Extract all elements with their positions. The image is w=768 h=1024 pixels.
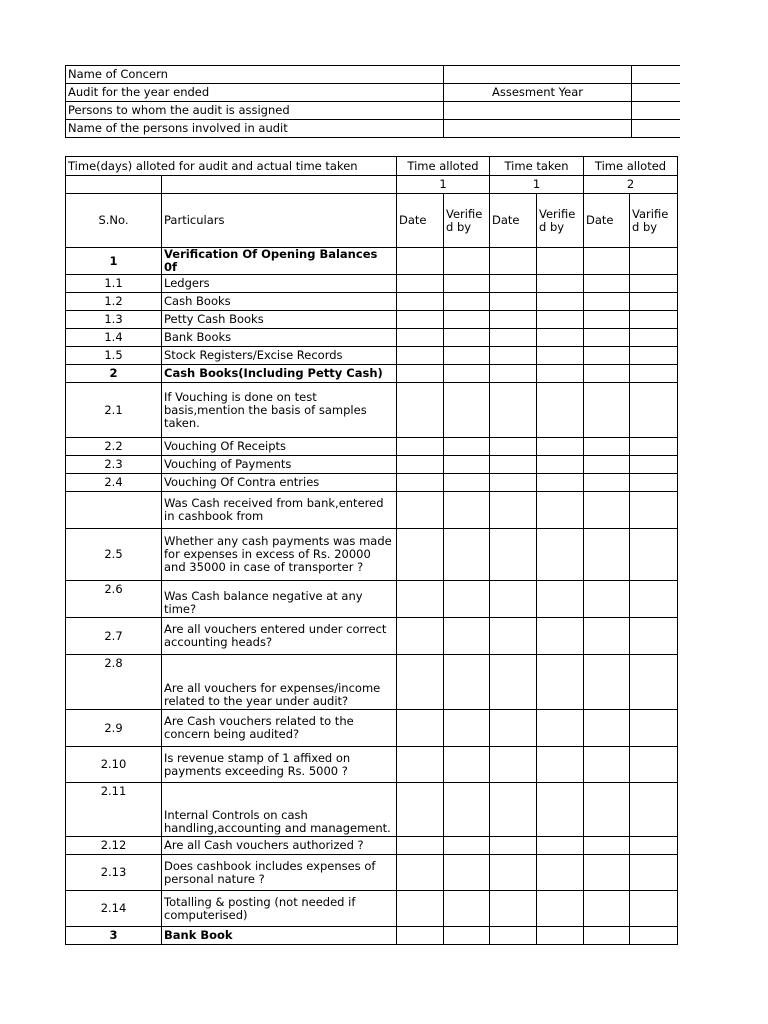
date-cell[interactable] bbox=[397, 474, 444, 492]
verified-by-cell[interactable] bbox=[537, 529, 584, 581]
row-sno: 1.4 bbox=[66, 329, 162, 347]
date-cell[interactable] bbox=[397, 347, 444, 365]
row-sno: 1.1 bbox=[66, 275, 162, 293]
date-cell[interactable] bbox=[584, 293, 630, 311]
row-sno: 2.11 bbox=[66, 783, 162, 837]
verified-by-cell[interactable] bbox=[630, 618, 678, 655]
verified-by-cell[interactable] bbox=[630, 293, 678, 311]
verified-by-cell[interactable] bbox=[630, 655, 678, 710]
date-cell[interactable] bbox=[584, 248, 630, 275]
verified-by-cell[interactable] bbox=[630, 837, 678, 855]
group-number: 1 bbox=[397, 176, 490, 194]
verified-by-cell[interactable] bbox=[630, 783, 678, 837]
row-particulars: Are all Cash vouchers authorized ? bbox=[162, 837, 397, 855]
row-particulars: Whether any cash payments was made for expenses in excess of Rs. 20000 and 35000 in case of transporter ? bbox=[162, 529, 397, 581]
date-cell[interactable] bbox=[490, 529, 537, 581]
date-cell[interactable] bbox=[397, 293, 444, 311]
group-header: Time taken bbox=[490, 157, 584, 176]
date-cell[interactable] bbox=[397, 891, 444, 927]
row-particulars: Vouching Of Contra entries bbox=[162, 474, 397, 492]
table-row bbox=[66, 248, 678, 275]
date-cell[interactable] bbox=[490, 248, 537, 275]
date-cell[interactable] bbox=[584, 655, 630, 710]
row-particulars: Petty Cash Books bbox=[162, 311, 397, 329]
date-cell[interactable] bbox=[584, 383, 630, 438]
date-cell[interactable] bbox=[397, 581, 444, 618]
date-cell[interactable] bbox=[584, 891, 630, 927]
verified-by-cell[interactable] bbox=[630, 275, 678, 293]
column-header-row bbox=[66, 194, 678, 248]
verified-by-cell[interactable] bbox=[630, 747, 678, 783]
verified-by-cell[interactable] bbox=[630, 581, 678, 618]
row-particulars: Bank Books bbox=[162, 329, 397, 347]
date-cell[interactable] bbox=[397, 529, 444, 581]
row-particulars: Are Cash vouchers related to the concern being audited? bbox=[162, 710, 397, 747]
row-particulars: Verification Of Opening Balances 0f bbox=[162, 248, 397, 275]
verified-by-cell[interactable] bbox=[537, 438, 584, 456]
date-cell[interactable] bbox=[490, 275, 537, 293]
verified-by-cell[interactable] bbox=[630, 383, 678, 438]
verified-by-cell[interactable] bbox=[537, 747, 584, 783]
verified-by-cell[interactable] bbox=[537, 275, 584, 293]
group-number-row bbox=[66, 176, 678, 194]
row-sno: 2.5 bbox=[66, 529, 162, 581]
header-value bbox=[444, 102, 632, 120]
date-cell[interactable] bbox=[490, 581, 537, 618]
row-sno: 2.13 bbox=[66, 855, 162, 891]
table-row bbox=[66, 783, 678, 837]
header-value bbox=[444, 66, 632, 84]
verified-by-cell[interactable] bbox=[444, 618, 490, 655]
assessment-year-label: Assesment Year bbox=[444, 84, 632, 102]
date-cell[interactable] bbox=[584, 329, 630, 347]
title-row bbox=[66, 157, 678, 176]
row-particulars: Vouching Of Receipts bbox=[162, 438, 397, 456]
sub-col-header: Date bbox=[397, 194, 444, 248]
date-cell[interactable] bbox=[584, 311, 630, 329]
row-particulars: Internal Controls on cash handling,accounting and management. bbox=[162, 783, 397, 837]
date-cell[interactable] bbox=[397, 365, 444, 383]
date-cell[interactable] bbox=[490, 618, 537, 655]
verified-by-cell[interactable] bbox=[537, 891, 584, 927]
row-sno: 2.12 bbox=[66, 837, 162, 855]
verified-by-cell[interactable] bbox=[444, 311, 490, 329]
verified-by-cell[interactable] bbox=[630, 855, 678, 891]
date-cell[interactable] bbox=[397, 837, 444, 855]
row-particulars: Cash Books bbox=[162, 293, 397, 311]
verified-by-cell[interactable] bbox=[444, 581, 490, 618]
date-cell[interactable] bbox=[397, 927, 444, 945]
sub-col-header: Verifie d by bbox=[444, 194, 490, 248]
table-row bbox=[66, 747, 678, 783]
date-cell[interactable] bbox=[490, 474, 537, 492]
row-sno: 2.2 bbox=[66, 438, 162, 456]
date-cell[interactable] bbox=[397, 311, 444, 329]
date-cell[interactable] bbox=[584, 492, 630, 529]
date-cell[interactable] bbox=[397, 275, 444, 293]
date-cell[interactable] bbox=[397, 329, 444, 347]
row-sno: 3 bbox=[66, 927, 162, 945]
row-particulars: Does cashbook includes expenses of personal nature ? bbox=[162, 855, 397, 891]
verified-by-cell[interactable] bbox=[444, 293, 490, 311]
verified-by-cell[interactable] bbox=[444, 248, 490, 275]
date-cell[interactable] bbox=[490, 927, 537, 945]
sub-col-header: Date bbox=[490, 194, 537, 248]
date-cell[interactable] bbox=[490, 438, 537, 456]
date-cell[interactable] bbox=[397, 783, 444, 837]
date-cell[interactable] bbox=[584, 365, 630, 383]
verified-by-cell[interactable] bbox=[630, 365, 678, 383]
row-sno: 1.3 bbox=[66, 311, 162, 329]
date-cell[interactable] bbox=[584, 747, 630, 783]
row-particulars: Are all vouchers for expenses/income related to the year under audit? bbox=[162, 655, 397, 710]
date-cell[interactable] bbox=[584, 581, 630, 618]
verified-by-cell[interactable] bbox=[444, 529, 490, 581]
verified-by-cell[interactable] bbox=[444, 927, 490, 945]
sub-col-header: Date bbox=[584, 194, 630, 248]
verified-by-cell[interactable] bbox=[537, 293, 584, 311]
date-cell[interactable] bbox=[490, 747, 537, 783]
verified-by-cell[interactable] bbox=[630, 492, 678, 529]
assessment-year-value bbox=[632, 84, 680, 102]
verified-by-cell[interactable] bbox=[537, 655, 584, 710]
date-cell[interactable] bbox=[490, 383, 537, 438]
verified-by-cell[interactable] bbox=[444, 655, 490, 710]
table-title: Time(days) alloted for audit and actual time taken bbox=[66, 157, 397, 176]
verified-by-cell[interactable] bbox=[444, 347, 490, 365]
verified-by-cell[interactable] bbox=[444, 747, 490, 783]
verified-by-cell[interactable] bbox=[537, 383, 584, 438]
header-label: Name of Concern bbox=[66, 66, 444, 84]
verified-by-cell[interactable] bbox=[537, 855, 584, 891]
table-row bbox=[66, 438, 678, 456]
verified-by-cell[interactable] bbox=[444, 275, 490, 293]
table-row bbox=[66, 529, 678, 581]
verified-by-cell[interactable] bbox=[537, 248, 584, 275]
row-particulars: Totalling & posting (not needed if computerised) bbox=[162, 891, 397, 927]
group-header: Time alloted bbox=[584, 157, 678, 176]
table-row bbox=[66, 275, 678, 293]
verified-by-cell[interactable] bbox=[537, 783, 584, 837]
verified-by-cell[interactable] bbox=[630, 311, 678, 329]
date-cell[interactable] bbox=[397, 248, 444, 275]
header-row bbox=[66, 120, 680, 138]
row-sno: 2.4 bbox=[66, 474, 162, 492]
date-cell[interactable] bbox=[397, 710, 444, 747]
date-cell[interactable] bbox=[584, 618, 630, 655]
row-particulars: Bank Book bbox=[162, 927, 397, 945]
verified-by-cell[interactable] bbox=[630, 456, 678, 474]
header-row bbox=[66, 66, 680, 84]
row-particulars: Ledgers bbox=[162, 275, 397, 293]
row-particulars: If Vouching is done on test basis,mention the basis of samples taken. bbox=[162, 383, 397, 438]
date-cell[interactable] bbox=[584, 347, 630, 365]
audit-checklist-table bbox=[65, 156, 678, 945]
row-sno bbox=[66, 492, 162, 529]
sub-col-header: Varifie d by bbox=[630, 194, 678, 248]
table-row bbox=[66, 618, 678, 655]
row-sno: 2.8 bbox=[66, 655, 162, 710]
table-row bbox=[66, 927, 678, 945]
date-cell[interactable] bbox=[490, 365, 537, 383]
date-cell[interactable] bbox=[397, 655, 444, 710]
row-sno: 2.9 bbox=[66, 710, 162, 747]
date-cell[interactable] bbox=[584, 275, 630, 293]
sno-header: S.No. bbox=[66, 194, 162, 248]
date-cell[interactable] bbox=[490, 311, 537, 329]
verified-by-cell[interactable] bbox=[630, 347, 678, 365]
date-cell[interactable] bbox=[584, 529, 630, 581]
header-extra bbox=[632, 102, 680, 120]
row-sno: 2.3 bbox=[66, 456, 162, 474]
row-sno: 2.10 bbox=[66, 747, 162, 783]
date-cell[interactable] bbox=[397, 383, 444, 438]
group-number: 2 bbox=[584, 176, 678, 194]
table-row bbox=[66, 383, 678, 438]
date-cell[interactable] bbox=[397, 855, 444, 891]
verified-by-cell[interactable] bbox=[444, 891, 490, 927]
table-row bbox=[66, 655, 678, 710]
date-cell[interactable] bbox=[490, 855, 537, 891]
table-row bbox=[66, 492, 678, 529]
row-particulars: Are all vouchers entered under correct accounting heads? bbox=[162, 618, 397, 655]
header-label: Audit for the year ended bbox=[66, 84, 444, 102]
verified-by-cell[interactable] bbox=[630, 927, 678, 945]
table-row bbox=[66, 710, 678, 747]
row-sno: 2.14 bbox=[66, 891, 162, 927]
verified-by-cell[interactable] bbox=[630, 710, 678, 747]
verified-by-cell[interactable] bbox=[630, 329, 678, 347]
verified-by-cell[interactable] bbox=[537, 474, 584, 492]
date-cell[interactable] bbox=[490, 456, 537, 474]
date-cell[interactable] bbox=[397, 456, 444, 474]
verified-by-cell[interactable] bbox=[537, 837, 584, 855]
verified-by-cell[interactable] bbox=[444, 855, 490, 891]
row-particulars: Stock Registers/Excise Records bbox=[162, 347, 397, 365]
header-value bbox=[444, 120, 632, 138]
audit-header-table bbox=[65, 65, 680, 138]
row-sno: 2.1 bbox=[66, 383, 162, 438]
empty-cell bbox=[162, 176, 397, 194]
header-extra bbox=[632, 120, 680, 138]
verified-by-cell[interactable] bbox=[537, 365, 584, 383]
verified-by-cell[interactable] bbox=[537, 456, 584, 474]
table-row bbox=[66, 311, 678, 329]
verified-by-cell[interactable] bbox=[537, 492, 584, 529]
verified-by-cell[interactable] bbox=[444, 783, 490, 837]
table-row bbox=[66, 365, 678, 383]
date-cell[interactable] bbox=[397, 618, 444, 655]
table-row bbox=[66, 474, 678, 492]
table-row bbox=[66, 347, 678, 365]
particulars-header: Particulars bbox=[162, 194, 397, 248]
date-cell[interactable] bbox=[397, 747, 444, 783]
verified-by-cell[interactable] bbox=[444, 837, 490, 855]
row-sno: 1.5 bbox=[66, 347, 162, 365]
verified-by-cell[interactable] bbox=[537, 618, 584, 655]
row-particulars: Was Cash balance negative at any time? bbox=[162, 581, 397, 618]
date-cell[interactable] bbox=[490, 347, 537, 365]
row-sno: 2 bbox=[66, 365, 162, 383]
date-cell[interactable] bbox=[397, 438, 444, 456]
verified-by-cell[interactable] bbox=[444, 456, 490, 474]
date-cell[interactable] bbox=[490, 710, 537, 747]
verified-by-cell[interactable] bbox=[630, 891, 678, 927]
table-row bbox=[66, 293, 678, 311]
empty-cell bbox=[66, 176, 162, 194]
date-cell[interactable] bbox=[490, 293, 537, 311]
group-header: Time alloted bbox=[397, 157, 490, 176]
verified-by-cell[interactable] bbox=[630, 474, 678, 492]
verified-by-cell[interactable] bbox=[630, 438, 678, 456]
row-particulars: Was Cash received from bank,entered in cashbook from bbox=[162, 492, 397, 529]
table-row bbox=[66, 581, 678, 618]
header-row bbox=[66, 102, 680, 120]
date-cell[interactable] bbox=[490, 492, 537, 529]
row-particulars: Is revenue stamp of 1 affixed on payments exceeding Rs. 5000 ? bbox=[162, 747, 397, 783]
date-cell[interactable] bbox=[584, 438, 630, 456]
row-particulars: Vouching of Payments bbox=[162, 456, 397, 474]
sub-col-header: Verifie d by bbox=[537, 194, 584, 248]
table-row bbox=[66, 891, 678, 927]
table-row bbox=[66, 329, 678, 347]
date-cell[interactable] bbox=[584, 927, 630, 945]
header-extra bbox=[632, 66, 680, 84]
verified-by-cell[interactable] bbox=[444, 329, 490, 347]
verified-by-cell[interactable] bbox=[537, 927, 584, 945]
header-row bbox=[66, 84, 680, 102]
date-cell[interactable] bbox=[490, 783, 537, 837]
date-cell[interactable] bbox=[584, 710, 630, 747]
date-cell[interactable] bbox=[490, 655, 537, 710]
table-row bbox=[66, 855, 678, 891]
verified-by-cell[interactable] bbox=[630, 248, 678, 275]
verified-by-cell[interactable] bbox=[537, 311, 584, 329]
table-row bbox=[66, 456, 678, 474]
row-sno: 1 bbox=[66, 248, 162, 275]
table-row bbox=[66, 837, 678, 855]
verified-by-cell[interactable] bbox=[444, 383, 490, 438]
verified-by-cell[interactable] bbox=[537, 347, 584, 365]
row-sno: 2.6 bbox=[66, 581, 162, 618]
verified-by-cell[interactable] bbox=[444, 710, 490, 747]
verified-by-cell[interactable] bbox=[444, 365, 490, 383]
date-cell[interactable] bbox=[490, 837, 537, 855]
date-cell[interactable] bbox=[584, 855, 630, 891]
row-sno: 2.7 bbox=[66, 618, 162, 655]
date-cell[interactable] bbox=[584, 456, 630, 474]
verified-by-cell[interactable] bbox=[444, 438, 490, 456]
verified-by-cell[interactable] bbox=[630, 529, 678, 581]
row-sno: 1.2 bbox=[66, 293, 162, 311]
date-cell[interactable] bbox=[490, 891, 537, 927]
row-particulars: Cash Books(Including Petty Cash) bbox=[162, 365, 397, 383]
header-label: Persons to whom the audit is assigned bbox=[66, 102, 444, 120]
date-cell[interactable] bbox=[584, 474, 630, 492]
verified-by-cell[interactable] bbox=[537, 329, 584, 347]
date-cell[interactable] bbox=[584, 783, 630, 837]
verified-by-cell[interactable] bbox=[537, 710, 584, 747]
verified-by-cell[interactable] bbox=[537, 581, 584, 618]
date-cell[interactable] bbox=[397, 492, 444, 529]
header-label: Name of the persons involved in audit bbox=[66, 120, 444, 138]
group-number: 1 bbox=[490, 176, 584, 194]
verified-by-cell[interactable] bbox=[444, 474, 490, 492]
date-cell[interactable] bbox=[490, 329, 537, 347]
verified-by-cell[interactable] bbox=[444, 492, 490, 529]
date-cell[interactable] bbox=[584, 837, 630, 855]
